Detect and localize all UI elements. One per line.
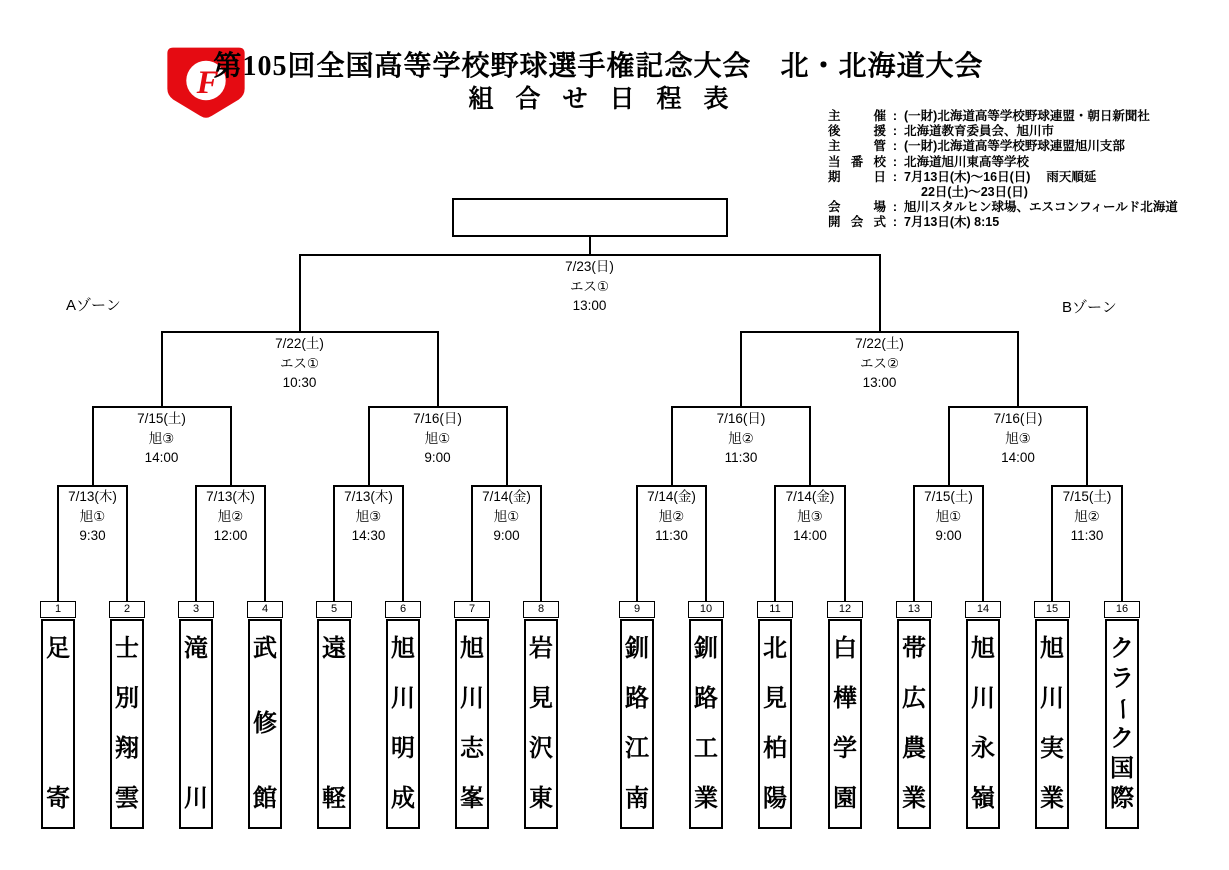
- info-row-host-school: [828, 155, 1218, 170]
- team-name: [1107, 621, 1137, 827]
- team-box: [248, 619, 282, 829]
- match-date: 7/15(土): [924, 489, 973, 504]
- team-seed-box: [523, 601, 559, 618]
- info-label: [828, 124, 886, 139]
- char: 樺: [833, 686, 857, 712]
- team-name: [319, 621, 349, 827]
- team-name: [250, 621, 280, 827]
- match-venue: 旭③: [797, 508, 823, 524]
- team-box: [179, 619, 213, 829]
- match-venue: 旭②: [658, 508, 685, 524]
- char: 成: [391, 786, 415, 812]
- char: 農: [902, 736, 926, 762]
- char: 開: [828, 215, 841, 230]
- team-seed: 3: [192, 603, 200, 615]
- round1-match-3-label: [299, 487, 439, 546]
- match-venue: 旭③: [355, 508, 382, 524]
- team-seed-box: [454, 601, 490, 618]
- match-venue: 旭①: [79, 508, 106, 524]
- team-name: [112, 621, 142, 827]
- bracket-line: [740, 331, 742, 408]
- match-time: 13:00: [572, 298, 607, 313]
- char: 後: [828, 124, 841, 139]
- bracket-line: [1017, 331, 1019, 408]
- round1-match-6-label: [740, 487, 880, 546]
- team-name: [830, 621, 860, 827]
- info-value: (一財)北海道高等学校野球連盟旭川支部: [904, 139, 1125, 154]
- match-time: 12:00: [213, 528, 248, 543]
- team-name: [899, 621, 929, 827]
- match-date: 7/13(木): [206, 489, 255, 504]
- team-box: [41, 619, 75, 829]
- char: 国: [1110, 756, 1134, 782]
- match-time: 11:30: [1070, 528, 1104, 543]
- char: 滝: [184, 636, 208, 662]
- char: 南: [625, 786, 649, 812]
- char: ラ: [1110, 666, 1134, 692]
- info-value: 北海道旭川東高等学校: [904, 154, 1030, 169]
- match-time: 11:30: [724, 450, 758, 465]
- char: 白: [833, 636, 857, 662]
- char: 番: [850, 154, 864, 169]
- match-venue: 旭③: [1005, 430, 1031, 446]
- match-venue: 旭②: [728, 430, 754, 446]
- team-seed: 12: [838, 603, 852, 615]
- char: 主: [828, 139, 841, 154]
- team-seed: 11: [769, 603, 781, 615]
- bracket-line: [299, 254, 881, 256]
- team-seed: 5: [330, 603, 338, 615]
- char: 峯: [460, 786, 484, 812]
- match-time: 10:30: [282, 375, 317, 390]
- match-date: 7/16(日): [993, 411, 1043, 426]
- match-time: 9:00: [424, 450, 451, 465]
- info-separator: :: [892, 215, 898, 230]
- team-seed: 14: [976, 603, 990, 615]
- match-date: 7/15(土): [1062, 489, 1112, 504]
- char: 遠: [322, 636, 346, 662]
- logo-letter: F: [196, 64, 219, 101]
- char: 業: [902, 786, 926, 812]
- char: 日: [873, 169, 886, 184]
- char: 岩: [529, 636, 553, 662]
- char: 路: [625, 686, 649, 712]
- match-venue: 旭②: [1074, 508, 1100, 524]
- bracket-line: [161, 331, 163, 408]
- match-date: 7/13(木): [68, 489, 117, 504]
- quarterfinal-1-label: [92, 409, 232, 468]
- match-date: 7/14(金): [647, 489, 696, 504]
- team-name: [526, 621, 556, 827]
- team-box: [828, 619, 862, 829]
- char: 沢: [529, 736, 553, 762]
- team-name: [760, 621, 790, 827]
- team-box: [524, 619, 558, 829]
- team-box: [758, 619, 792, 829]
- char: 際: [1110, 786, 1134, 812]
- info-row-venues: [828, 200, 1218, 215]
- info-separator: :: [892, 169, 898, 184]
- bracket-line: [589, 236, 591, 256]
- match-time: 13:00: [862, 375, 897, 390]
- char: 帯: [902, 636, 926, 662]
- match-date: 7/22(土): [275, 336, 324, 351]
- match-time: 9:30: [79, 528, 106, 543]
- info-label: [828, 170, 886, 185]
- team-name: [968, 621, 998, 827]
- char: 実: [1040, 736, 1064, 762]
- char: 明: [391, 736, 415, 762]
- char: 江: [625, 736, 649, 762]
- char: 援: [873, 124, 886, 139]
- char: 北: [763, 636, 787, 662]
- char: 業: [1040, 786, 1064, 812]
- info-value: (一財)北海道高等学校野球連盟・朝日新聞社: [904, 109, 1150, 123]
- team-box: [1035, 619, 1069, 829]
- team-box: [455, 619, 489, 829]
- info-separator: :: [892, 139, 898, 154]
- team-box: [620, 619, 654, 829]
- bracket-line: [740, 331, 1019, 333]
- match-date: 7/16(日): [413, 411, 462, 426]
- char: 雲: [115, 786, 139, 812]
- char: 武: [253, 636, 277, 662]
- char: 旭: [460, 636, 484, 662]
- char: ー: [1109, 697, 1135, 721]
- char: 別: [115, 686, 139, 712]
- match-venue: 旭①: [935, 508, 962, 524]
- team-name: [181, 621, 211, 827]
- char: 校: [873, 154, 886, 169]
- char: 永: [971, 736, 995, 762]
- quarterfinal-2-label: [368, 409, 508, 468]
- final-match-label: [520, 257, 660, 316]
- team-seed-box: [109, 601, 145, 618]
- team-seed-box: [40, 601, 76, 618]
- team-seed: 13: [907, 603, 921, 615]
- char: 陽: [763, 786, 787, 812]
- team-box: [317, 619, 351, 829]
- char: 旭: [971, 636, 995, 662]
- match-time: 9:00: [935, 528, 962, 543]
- info-row-management: [828, 139, 1218, 154]
- bracket-line: [437, 331, 439, 408]
- team-seed: 6: [399, 603, 407, 615]
- info-label: [828, 109, 886, 124]
- match-venue: 旭①: [424, 430, 451, 446]
- char: 川: [184, 786, 208, 812]
- team-seed-box: [385, 601, 421, 618]
- team-seed: 4: [261, 603, 269, 615]
- match-venue: エス①: [279, 355, 320, 371]
- team-name: [43, 621, 73, 827]
- match-date: 7/13(木): [344, 489, 393, 504]
- team-seed: 7: [468, 603, 476, 615]
- team-seed-box: [688, 601, 724, 618]
- match-venue: エス①: [569, 278, 610, 294]
- team-box: [689, 619, 723, 829]
- char: 会: [828, 200, 841, 215]
- semifinal-1-label: [230, 334, 370, 393]
- info-separator: :: [892, 124, 898, 139]
- team-seed: 2: [123, 603, 131, 615]
- char: 業: [694, 786, 718, 812]
- match-date: 7/14(金): [482, 489, 531, 504]
- char: 川: [971, 686, 995, 712]
- team-seed: 16: [1115, 603, 1129, 615]
- info-row-opening-ceremony: [828, 215, 1218, 230]
- page-subtitle: 組合せ日程表: [468, 86, 751, 113]
- bracket-line: [948, 406, 1089, 408]
- char: 嶺: [971, 786, 995, 812]
- match-date: 7/16(日): [716, 411, 766, 426]
- match-date: 7/22(土): [855, 336, 904, 351]
- team-seed-box: [757, 601, 793, 618]
- char: 旭: [1040, 636, 1064, 662]
- char: 旭: [391, 636, 415, 662]
- team-seed: 15: [1045, 603, 1059, 615]
- team-seed: 10: [699, 603, 713, 615]
- team-seed-box: [827, 601, 863, 618]
- char: 川: [1040, 686, 1064, 712]
- info-value: 7月13日(木) 8:15: [904, 215, 1000, 230]
- char: 見: [529, 686, 553, 712]
- char: 足: [46, 636, 70, 662]
- info-separator: :: [892, 109, 898, 123]
- champion-box: [452, 198, 728, 237]
- info-row-support: [828, 124, 1218, 139]
- char: 広: [902, 686, 926, 712]
- bracket-line: [671, 406, 812, 408]
- match-venue: エス②: [859, 355, 900, 371]
- char: 学: [833, 736, 857, 762]
- char: 園: [833, 786, 857, 812]
- match-time: 14:00: [793, 528, 827, 543]
- zone-a-label: Aゾーン: [66, 297, 121, 314]
- info-value: 旭川スタルヒン球場、エスコンフィールド北海道: [904, 200, 1178, 215]
- team-seed-box: [178, 601, 214, 618]
- info-label: [828, 155, 886, 170]
- info-label: [828, 139, 886, 154]
- char: 工: [694, 736, 718, 762]
- team-box: [1105, 619, 1139, 829]
- team-seed: 8: [537, 603, 545, 615]
- match-date: 7/23(日): [565, 259, 614, 274]
- char: 主: [828, 109, 841, 123]
- char: ク: [1110, 636, 1134, 662]
- char: 志: [460, 736, 484, 762]
- match-time: 14:00: [144, 450, 179, 465]
- team-box: [966, 619, 1000, 829]
- char: ク: [1110, 726, 1134, 752]
- round1-match-5-label: [602, 487, 742, 546]
- team-seed-box: [1104, 601, 1140, 618]
- info-row-organizer: [828, 109, 1218, 124]
- char: 式: [873, 215, 886, 230]
- info-value: 7月13日(木)～16日(日) 雨天順延: [904, 169, 1097, 184]
- char: 釧: [694, 636, 718, 662]
- char: 場: [873, 200, 886, 215]
- char: 柏: [763, 736, 787, 762]
- team-name: [388, 621, 418, 827]
- team-seed: 1: [54, 603, 62, 615]
- team-seed-box: [247, 601, 283, 618]
- team-seed: 9: [633, 603, 641, 615]
- team-seed-box: [896, 601, 932, 618]
- char: 路: [694, 686, 718, 712]
- info-separator: :: [892, 154, 898, 169]
- info-separator: :: [892, 200, 898, 215]
- char: 軽: [322, 786, 346, 812]
- char: 釧: [625, 636, 649, 662]
- round1-match-7-label: [879, 487, 1019, 546]
- info-value: 北海道教育委員会、旭川市: [904, 124, 1055, 139]
- match-time: 11:30: [655, 528, 688, 543]
- bracket-line: [92, 406, 232, 408]
- event-info-block: [828, 109, 1218, 231]
- bracket-line: [368, 406, 508, 408]
- char: 士: [115, 636, 139, 662]
- bracket-line: [161, 331, 439, 333]
- quarterfinal-3-label: [671, 409, 811, 468]
- char: 館: [253, 786, 277, 812]
- quarterfinal-4-label: [948, 409, 1088, 468]
- match-time: 9:00: [493, 528, 520, 543]
- char: 翔: [115, 736, 139, 762]
- team-seed-box: [316, 601, 352, 618]
- round1-match-8-label: [1017, 487, 1157, 546]
- char: 川: [391, 686, 415, 712]
- bracket-line: [879, 254, 881, 333]
- info-row-dates: [828, 170, 1218, 200]
- round1-match-4-label: [437, 487, 577, 546]
- team-seed-box: [1034, 601, 1070, 618]
- char: 川: [460, 686, 484, 712]
- char: 催: [873, 109, 886, 123]
- char: 見: [763, 686, 787, 712]
- info-label: [828, 200, 886, 215]
- zone-b-label: Bゾーン: [1062, 299, 1117, 316]
- team-box: [386, 619, 420, 829]
- team-seed-box: [965, 601, 1001, 618]
- char: 東: [529, 786, 553, 812]
- semifinal-2-label: [810, 334, 950, 393]
- match-venue: 旭②: [217, 508, 244, 524]
- char: 会: [850, 215, 864, 230]
- match-time: 14:30: [351, 528, 386, 543]
- team-name: [1037, 621, 1067, 827]
- round1-match-2-label: [161, 487, 301, 546]
- team-name: [457, 621, 487, 827]
- team-seed-box: [619, 601, 655, 618]
- char: 期: [828, 169, 841, 184]
- bracket-line: [299, 254, 301, 333]
- match-venue: 旭③: [148, 430, 175, 446]
- match-time: 14:00: [1001, 450, 1035, 465]
- team-box: [110, 619, 144, 829]
- page-title: 第105回全国高等学校野球選手権記念大会 北・北海道大会: [213, 51, 984, 82]
- char: 当: [828, 154, 841, 169]
- match-date: 7/15(土): [137, 411, 186, 426]
- info-value-line2: 22日(土)～23日(日): [921, 185, 1028, 200]
- team-name: [691, 621, 721, 827]
- info-label: [828, 215, 886, 230]
- match-date: 7/14(金): [785, 489, 835, 504]
- char: 管: [873, 139, 886, 154]
- team-name: [622, 621, 652, 827]
- char: 修: [253, 711, 277, 737]
- match-venue: 旭①: [493, 508, 520, 524]
- team-box: [897, 619, 931, 829]
- char: 寄: [46, 786, 70, 812]
- round1-match-1-label: [23, 487, 163, 546]
